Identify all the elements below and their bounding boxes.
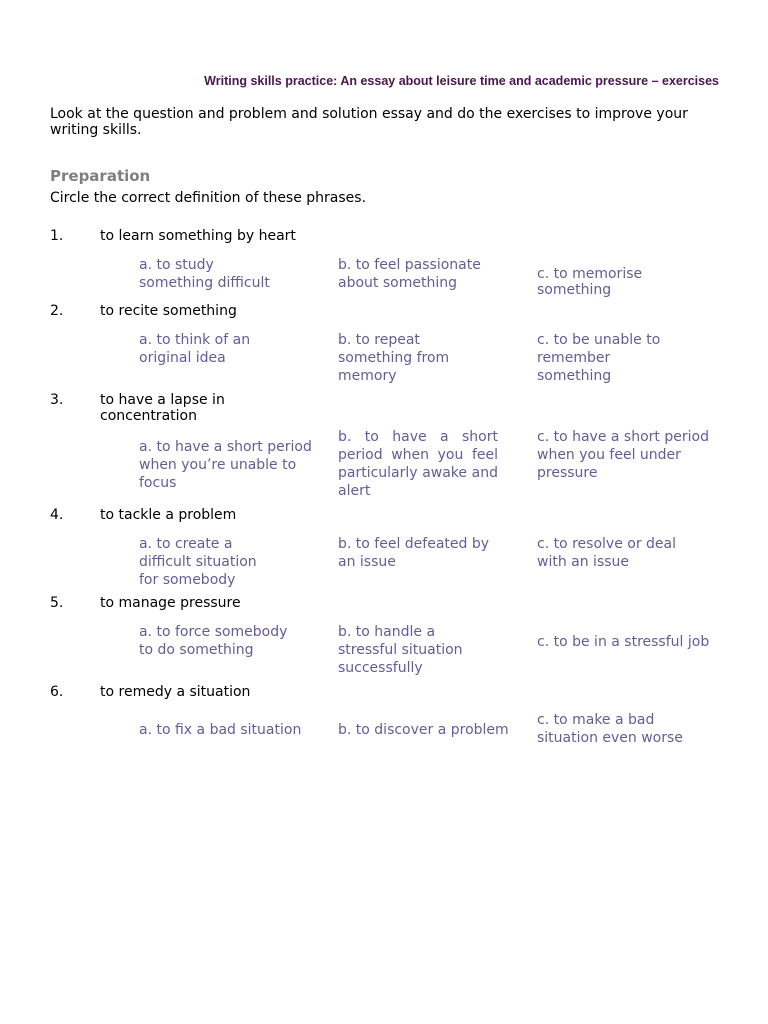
- section-instruction: Circle the correct definition of these phrases.: [50, 190, 367, 206]
- option-3b[interactable]: b. to have a short period when you feel particularly awake and alert: [338, 429, 498, 499]
- question-number-5: 5.: [50, 595, 64, 611]
- question-number-3: 3.: [50, 392, 64, 408]
- option-2a[interactable]: a. to think of an original idea: [139, 332, 251, 366]
- option-6c[interactable]: c. to make a bad situation even worse: [537, 712, 683, 746]
- option-6a[interactable]: a. to fix a bad situation: [139, 722, 302, 738]
- section-title: Preparation: [50, 167, 151, 185]
- document-header: Writing skills practice: An essay about leisure time and academic pressure – exercises: [204, 74, 719, 88]
- option-1c[interactable]: c. to memorise something: [537, 266, 643, 298]
- question-phrase-2: to recite something: [100, 303, 237, 319]
- option-5a[interactable]: a. to force somebody to do something: [139, 624, 288, 658]
- question-number-4: 4.: [50, 507, 64, 523]
- option-3c[interactable]: c. to have a short period when you feel under pressure: [537, 429, 709, 481]
- option-6b[interactable]: b. to discover a problem: [338, 722, 509, 738]
- option-2c[interactable]: c. to be unable to remember something: [537, 332, 661, 384]
- question-number-2: 2.: [50, 303, 64, 319]
- intro-paragraph: Look at the question and problem and solution essay and do the exercises to improve your writing skills.: [50, 106, 688, 138]
- question-phrase-3: to have a lapse in concentration: [100, 392, 225, 424]
- option-1b[interactable]: b. to feel passionate about something: [338, 257, 481, 291]
- question-phrase-6: to remedy a situation: [100, 684, 251, 700]
- option-4b[interactable]: b. to feel defeated by an issue: [338, 536, 490, 570]
- question-phrase-4: to tackle a problem: [100, 507, 237, 523]
- option-5b[interactable]: b. to handle a stressful situation successfully: [338, 624, 463, 676]
- question-phrase-1: to learn something by heart: [100, 228, 296, 244]
- option-2b[interactable]: b. to repeat something from memory: [338, 332, 450, 384]
- question-number-6: 6.: [50, 684, 64, 700]
- question-phrase-5: to manage pressure: [100, 595, 241, 611]
- option-5c[interactable]: c. to be in a stressful job: [537, 634, 710, 650]
- option-1a[interactable]: a. to study something difficult: [139, 257, 270, 291]
- question-number-1: 1.: [50, 228, 64, 244]
- option-4a[interactable]: a. to create a difficult situation for somebody: [139, 536, 257, 588]
- option-3a[interactable]: a. to have a short period when you’re unable to focus: [139, 439, 312, 491]
- option-4c[interactable]: c. to resolve or deal with an issue: [537, 536, 677, 570]
